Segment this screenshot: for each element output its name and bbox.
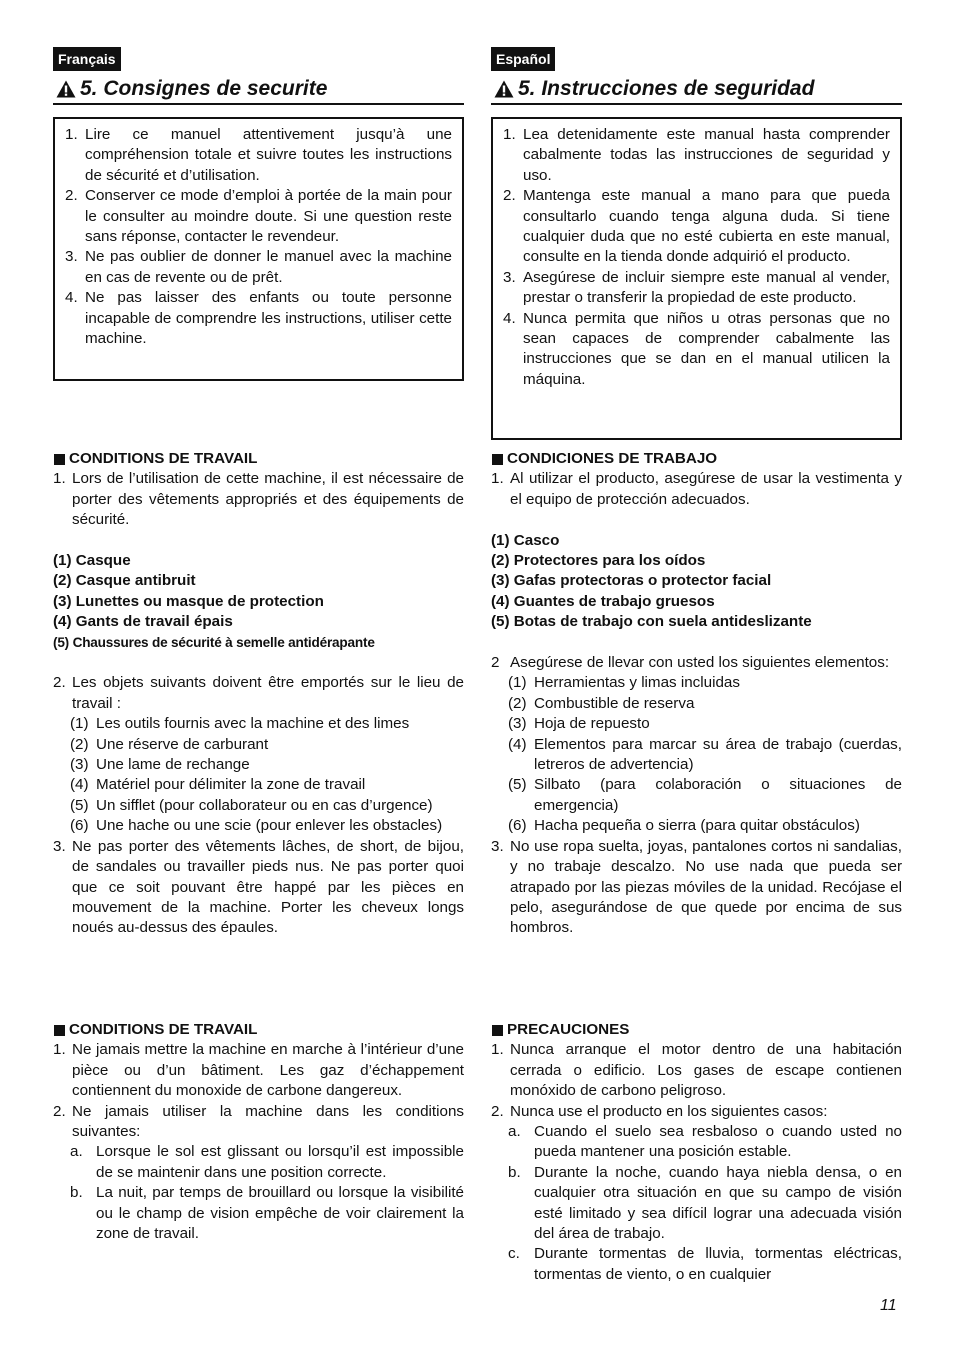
sub-item: a. Cuando el suelo sea resbaloso o cuando usted no pueda mantener una posición estable. bbox=[508, 1123, 902, 1161]
section-heading: CONDITIONS DE TRAVAIL bbox=[53, 1020, 464, 1040]
sub-item: (2) Une réserve de carburant bbox=[70, 735, 269, 753]
gear-item: (4) Gants de travail épais bbox=[53, 613, 233, 631]
list-item: 3. Ne pas porter des vêtements lâches, de short, de bijou, de sandales ou travailler pieds nus. Ne pas porter quoi que ce soit pouvant être happé par les pièces en mouvement de la machine. Porter les cheveux longs noués au-dessus des épaules. bbox=[53, 837, 464, 937]
sub-item: (4) Elementos para marcar su área de trabajo (cuerdas, letreros de advertencia) bbox=[508, 735, 902, 774]
section-heading: CONDITIONS DE TRAVAIL bbox=[53, 449, 464, 469]
sub-item: (3) Une lame de rechange bbox=[70, 756, 250, 774]
warning-triangle-icon bbox=[56, 80, 76, 98]
sub-item: a. Lorsque le sol est glissant ou lorsqu’il est impossible de se maintenir dans une position correcte. bbox=[70, 1143, 464, 1181]
warning-triangle-icon bbox=[494, 80, 514, 98]
gear-item: (5) Chaussures de sécurité à semelle antidérapante bbox=[53, 634, 375, 650]
sub-item: (5) Silbato (para colaboración o situaciones de emergencia) bbox=[508, 776, 902, 814]
section-title-french bbox=[53, 75, 464, 105]
sub-item: (6) Hacha pequeña o sierra (para quitar obstáculos) bbox=[508, 817, 860, 835]
gear-item: (2) Protectores para los oídos bbox=[491, 552, 706, 570]
page-number: 11 bbox=[880, 1297, 897, 1314]
section-heading: CONDICIONES DE TRABAJO bbox=[491, 449, 902, 469]
working-conditions-section-french bbox=[53, 449, 464, 939]
gear-item: (2) Casque antibruit bbox=[53, 572, 196, 590]
list-item: 1. Al utilizar el producto, asegúrese de usar la vestimenta y el equipo de protección adecuados. bbox=[491, 470, 902, 508]
list-item: 4. Ne pas laisser des enfants ou toute personne incapable de comprendre les instructions, utiliser cette machine. bbox=[65, 289, 452, 348]
sub-item: b. Durante la noche, cuando haya niebla densa, o en cualquier otra situación en que su campo de visión esté limitado y sea difícil lograr una adecuada visión del área de trabajo. bbox=[508, 1163, 902, 1243]
list-item: 4. Nunca permita que niños u otras personas que no sean capaces de comprender cabalmente las instrucciones que se dan en el manual utilicen la máquina. bbox=[503, 309, 890, 388]
language-tag-spanish: Español bbox=[491, 47, 555, 71]
list-item: 1. Lea detenidamente este manual hasta comprender cabalmente todas las instrucciones de seguridad y uso. bbox=[503, 126, 890, 184]
gear-item: (3) Lunettes ou masque de protection bbox=[53, 592, 324, 610]
list-item: 1. Ne jamais mettre la machine en marche à l’intérieur d’une pièce ou d’un bâtiment. Les gaz d’échappement contiennent du monoxide de carbone dangereux. bbox=[53, 1041, 464, 1100]
sub-item: (2) Combustible de reserva bbox=[508, 694, 695, 712]
intro-box-french bbox=[53, 117, 464, 381]
list-item: 3. Asegúrese de incluir siempre este manual al vender, prestar o transferir la propiedad de este producto. bbox=[503, 268, 890, 307]
list-item: 1. Lors de l’utilisation de cette machine, il est nécessaire de porter des vêtements appropriés et des équipements de sécurité. bbox=[53, 470, 464, 529]
section-title-text: 5. Consignes de securite bbox=[80, 77, 328, 100]
list-item: 2. Nunca use el producto en los siguientes casos: bbox=[491, 1102, 828, 1120]
list-item: 3. Ne pas oublier de donner le manuel avec la machine en cas de revente ou de prêt. bbox=[65, 248, 452, 286]
gear-item: (1) Casque bbox=[53, 552, 131, 570]
language-tag-french: Français bbox=[53, 47, 121, 71]
sub-item: b. La nuit, par temps de brouillard ou lorsque la visibilité ou le champ de vision empêche de voir clairement la zone de travail. bbox=[70, 1184, 464, 1243]
gear-item: (4) Guantes de trabajo gruesos bbox=[491, 592, 715, 610]
sub-item: (5) Un sifflet (pour collaborateur ou en cas d’urgence) bbox=[70, 796, 433, 814]
sub-item: (1) Les outils fournis avec la machine et des limes bbox=[70, 715, 410, 733]
list-item: 2 Asegúrese de llevar con usted los siguientes elementos: bbox=[491, 654, 890, 672]
section-heading: PRECAUCIONES bbox=[491, 1020, 902, 1040]
list-item: 1. Nunca arranque el motor dentro de una habitación cerrada o edificio. Los gases de escape contienen monóxido de carbono peligroso. bbox=[491, 1041, 902, 1100]
working-conditions-2-section-french bbox=[53, 1020, 464, 1244]
sub-item: (4) Matériel pour délimiter la zone de travail bbox=[70, 776, 366, 794]
list-item: 2. Conserver ce mode d’emploi à portée de la main pour le consulter au moindre doute. Si une question reste sans réponse, contacter le revendeur. bbox=[65, 187, 452, 246]
sub-item: (1) Herramientas y limas incluidas bbox=[508, 674, 740, 692]
sub-item: (6) Une hache ou une scie (pour enlever les obstacles) bbox=[70, 817, 443, 835]
sub-item: (3) Hoja de repuesto bbox=[508, 715, 650, 733]
precautions-section-spanish bbox=[491, 1020, 902, 1285]
section-title-text: 5. Instrucciones de seguridad bbox=[518, 77, 815, 100]
gear-item: (5) Botas de trabajo con suela antideslizante bbox=[491, 613, 812, 631]
working-conditions-section-spanish bbox=[491, 449, 902, 939]
section-title-spanish bbox=[491, 75, 902, 105]
list-item: 2. Ne jamais utiliser la machine dans les conditions suivantes: bbox=[53, 1102, 464, 1141]
intro-box-spanish bbox=[491, 117, 902, 440]
list-item: 1. Lire ce manuel attentivement jusqu’à une compréhension totale et suivre toutes les instructions de sécurité et d’utilisation. bbox=[65, 126, 452, 184]
list-item: 2. Mantenga este manual a mano para que pueda consultarlo cuando tenga alguna duda. Si tiene cualquier duda que no esté cubierta en este manual, consulte en la tienda donde adquirió el producto. bbox=[503, 187, 890, 266]
gear-item: (1) Casco bbox=[491, 531, 560, 549]
list-item: 2. Les objets suivants doivent être emportés sur le lieu de travail : bbox=[53, 674, 464, 712]
sub-item: c. Durante tormentas de lluvia, tormentas eléctricas, tormentas de viento, o en cualquier bbox=[508, 1245, 902, 1283]
gear-item: (3) Gafas protectoras o protector facial bbox=[491, 572, 772, 590]
list-item: 3. No use ropa suelta, joyas, pantalones cortos ni sandalias, y no trabaje descalzo. No use nada que pueda ser atrapado por las piezas móviles de la unidad. Recójase el pelo, asegurándose de que quede por encima de sus hombros. bbox=[491, 837, 902, 937]
